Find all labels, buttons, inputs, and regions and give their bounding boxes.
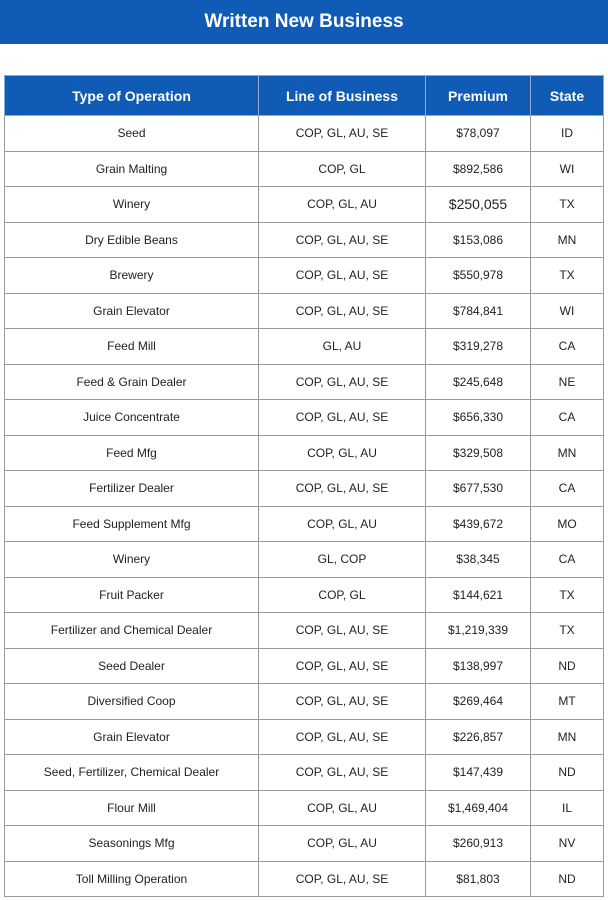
operation-cell: Brewery: [5, 258, 259, 294]
operation-cell: Fertilizer Dealer: [5, 471, 259, 507]
table-row: [5, 258, 604, 294]
premium-cell: $329,508: [426, 435, 531, 471]
operation-cell: Feed Mill: [5, 329, 259, 365]
line-of-business-cell: COP, GL, AU, SE: [259, 719, 426, 755]
title-banner: [0, 0, 608, 44]
table-row: [5, 506, 604, 542]
state-cell: TX: [531, 258, 604, 294]
table-row: [5, 329, 604, 365]
column-header-operation: Type of Operation: [5, 76, 259, 116]
table-body: [5, 116, 604, 897]
state-cell: ND: [531, 755, 604, 791]
state-cell: WI: [531, 151, 604, 187]
table-row: [5, 364, 604, 400]
table-row: [5, 400, 604, 436]
premium-cell: $38,345: [426, 542, 531, 578]
table-header: [5, 76, 604, 116]
state-cell: CA: [531, 471, 604, 507]
table-row: [5, 293, 604, 329]
operation-cell: Feed Supplement Mfg: [5, 506, 259, 542]
premium-cell: $269,464: [426, 684, 531, 720]
table-row: [5, 187, 604, 223]
operation-cell: Seed: [5, 116, 259, 152]
premium-cell: $153,086: [426, 222, 531, 258]
operation-cell: Fertilizer and Chemical Dealer: [5, 613, 259, 649]
table-row: [5, 826, 604, 862]
operation-cell: Winery: [5, 542, 259, 578]
line-of-business-cell: COP, GL, AU: [259, 187, 426, 223]
operation-cell: Feed & Grain Dealer: [5, 364, 259, 400]
premium-cell: $550,978: [426, 258, 531, 294]
column-header-line-of-business: Line of Business: [259, 76, 426, 116]
premium-cell: $260,913: [426, 826, 531, 862]
table-row: [5, 861, 604, 897]
line-of-business-cell: COP, GL, AU: [259, 435, 426, 471]
premium-cell: $892,586: [426, 151, 531, 187]
premium-cell: $1,469,404: [426, 790, 531, 826]
premium-cell: $656,330: [426, 400, 531, 436]
operation-cell: Juice Concentrate: [5, 400, 259, 436]
premium-cell: $1,219,339: [426, 613, 531, 649]
operation-cell: Winery: [5, 187, 259, 223]
line-of-business-cell: COP, GL, AU, SE: [259, 293, 426, 329]
line-of-business-cell: COP, GL, AU: [259, 506, 426, 542]
line-of-business-cell: COP, GL, AU, SE: [259, 861, 426, 897]
premium-cell: $439,672: [426, 506, 531, 542]
state-cell: IL: [531, 790, 604, 826]
table-row: [5, 116, 604, 152]
state-cell: CA: [531, 329, 604, 365]
line-of-business-cell: GL, AU: [259, 329, 426, 365]
line-of-business-cell: COP, GL, AU, SE: [259, 258, 426, 294]
page-title: Written New Business: [204, 11, 404, 32]
state-cell: TX: [531, 187, 604, 223]
state-cell: NE: [531, 364, 604, 400]
line-of-business-cell: COP, GL, AU, SE: [259, 613, 426, 649]
operation-cell: Grain Malting: [5, 151, 259, 187]
table-row: [5, 719, 604, 755]
operation-cell: Dry Edible Beans: [5, 222, 259, 258]
written-business-table: [4, 75, 604, 897]
premium-cell: $677,530: [426, 471, 531, 507]
line-of-business-cell: COP, GL: [259, 151, 426, 187]
state-cell: NV: [531, 826, 604, 862]
state-cell: ND: [531, 861, 604, 897]
premium-cell: $226,857: [426, 719, 531, 755]
premium-cell: $784,841: [426, 293, 531, 329]
table-row: [5, 613, 604, 649]
line-of-business-cell: COP, GL, AU: [259, 790, 426, 826]
premium-cell: $78,097: [426, 116, 531, 152]
premium-cell: $245,648: [426, 364, 531, 400]
operation-cell: Toll Milling Operation: [5, 861, 259, 897]
state-cell: MN: [531, 719, 604, 755]
header-row: [5, 76, 604, 116]
table-row: [5, 577, 604, 613]
state-cell: WI: [531, 293, 604, 329]
operation-cell: Feed Mfg: [5, 435, 259, 471]
operation-cell: Seed, Fertilizer, Chemical Dealer: [5, 755, 259, 791]
table-row: [5, 684, 604, 720]
premium-cell: $147,439: [426, 755, 531, 791]
table-row: [5, 755, 604, 791]
operation-cell: Seed Dealer: [5, 648, 259, 684]
operation-cell: Diversified Coop: [5, 684, 259, 720]
premium-cell: $144,621: [426, 577, 531, 613]
premium-cell: $250,055: [426, 187, 531, 223]
state-cell: MN: [531, 435, 604, 471]
operation-cell: Grain Elevator: [5, 719, 259, 755]
operation-cell: Flour Mill: [5, 790, 259, 826]
state-cell: MN: [531, 222, 604, 258]
table-row: [5, 471, 604, 507]
line-of-business-cell: COP, GL, AU, SE: [259, 648, 426, 684]
premium-cell: $138,997: [426, 648, 531, 684]
premium-cell: $319,278: [426, 329, 531, 365]
line-of-business-cell: COP, GL: [259, 577, 426, 613]
column-header-premium: Premium: [426, 76, 531, 116]
operation-cell: Seasonings Mfg: [5, 826, 259, 862]
line-of-business-cell: COP, GL, AU, SE: [259, 755, 426, 791]
state-cell: ID: [531, 116, 604, 152]
line-of-business-cell: COP, GL, AU, SE: [259, 471, 426, 507]
line-of-business-cell: COP, GL, AU, SE: [259, 400, 426, 436]
line-of-business-cell: COP, GL, AU: [259, 826, 426, 862]
state-cell: ND: [531, 648, 604, 684]
state-cell: MO: [531, 506, 604, 542]
table-row: [5, 790, 604, 826]
operation-cell: Fruit Packer: [5, 577, 259, 613]
table-row: [5, 648, 604, 684]
line-of-business-cell: COP, GL, AU, SE: [259, 116, 426, 152]
state-cell: TX: [531, 613, 604, 649]
table-row: [5, 151, 604, 187]
operation-cell: Grain Elevator: [5, 293, 259, 329]
line-of-business-cell: COP, GL, AU, SE: [259, 364, 426, 400]
premium-cell: $81,803: [426, 861, 531, 897]
table-row: [5, 222, 604, 258]
line-of-business-cell: GL, COP: [259, 542, 426, 578]
table-row: [5, 542, 604, 578]
state-cell: CA: [531, 542, 604, 578]
line-of-business-cell: COP, GL, AU, SE: [259, 222, 426, 258]
line-of-business-cell: COP, GL, AU, SE: [259, 684, 426, 720]
state-cell: MT: [531, 684, 604, 720]
column-header-state: State: [531, 76, 604, 116]
state-cell: TX: [531, 577, 604, 613]
state-cell: CA: [531, 400, 604, 436]
table-row: [5, 435, 604, 471]
